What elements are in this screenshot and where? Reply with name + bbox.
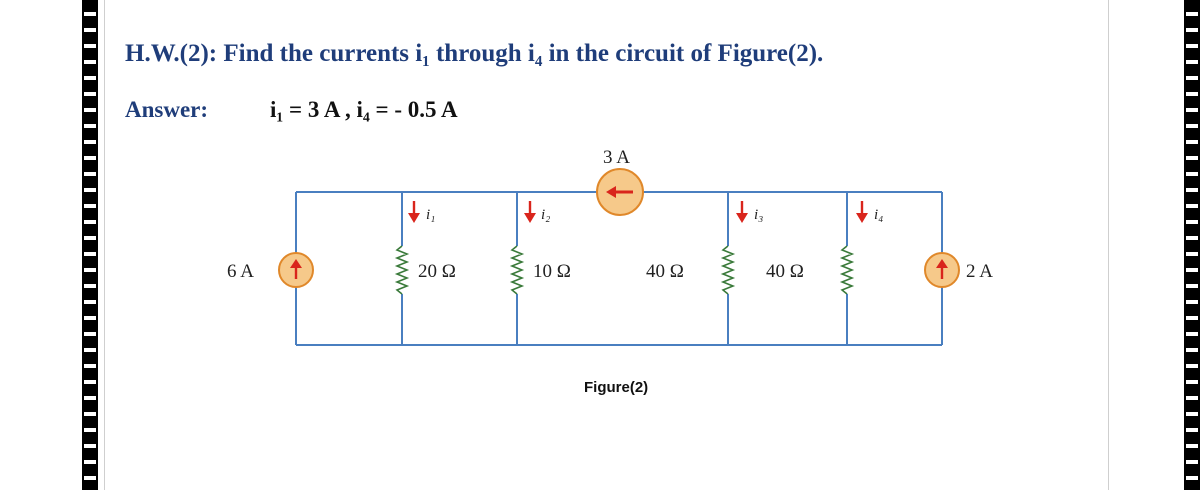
down-arrow-icon	[524, 213, 536, 223]
current-arrow-i4	[856, 201, 868, 223]
current-arrow-i3	[736, 201, 748, 223]
current-label-i2: i₂	[541, 207, 551, 223]
resistor-r3-zigzag	[723, 246, 733, 294]
down-arrow-icon	[408, 213, 420, 223]
down-arrow-icon	[736, 213, 748, 223]
source-right	[925, 253, 959, 287]
source-top-label: 3 A	[603, 147, 630, 168]
current-label-i1: i₁	[426, 207, 436, 223]
current-label-i4: i₄	[874, 207, 884, 223]
figure-caption: Figure(2)	[584, 379, 649, 396]
source-left-label: 6 A	[227, 261, 254, 282]
resistor-r1-label: 20 Ω	[418, 261, 456, 282]
resistor-r2-zigzag	[512, 246, 522, 294]
current-arrow-i1	[408, 201, 420, 223]
down-arrow-icon	[856, 213, 868, 223]
resistor-r1-zigzag	[397, 246, 407, 294]
resistor-r3-label: 40 Ω	[646, 261, 684, 282]
problem-title: H.W.(2): Find the currents i₁ through i₄ in the circuit of Figure(2).	[125, 40, 824, 67]
resistor-r4-zigzag	[842, 246, 852, 294]
source-top	[597, 169, 643, 215]
source-right-label: 2 A	[966, 261, 993, 282]
answer-value: i₁ = 3 A , i₄ = - 0.5 A	[270, 97, 458, 122]
current-label-i3: i₃	[754, 207, 764, 223]
resistor-r2-label: 10 Ω	[533, 261, 571, 282]
current-arrow-i2	[524, 201, 536, 223]
resistor-r4-label: 40 Ω	[766, 261, 804, 282]
source-left	[279, 253, 313, 287]
answer-label: Answer:	[125, 97, 209, 122]
